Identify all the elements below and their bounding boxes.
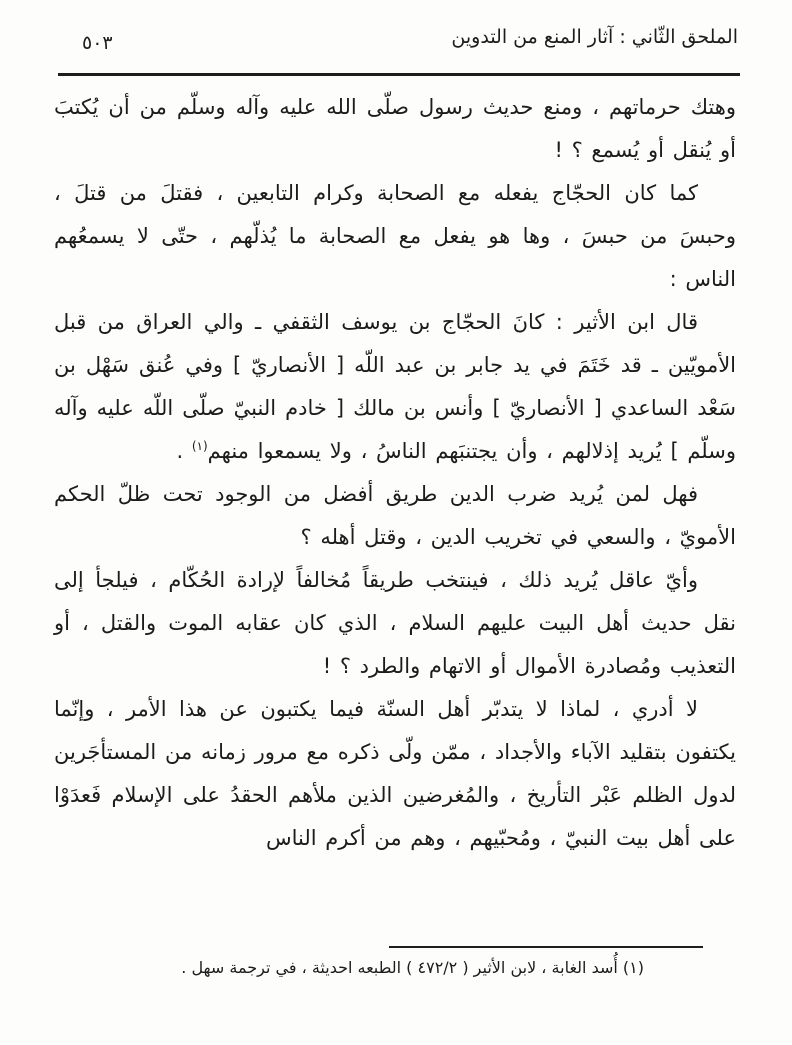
header-rule: [58, 73, 740, 76]
paragraph-1: وهتك حرماتهم ، ومنع حديث رسول صلّى الله عليه وآله وسلّم من أن يُكتبَ أو يُنقل أو يُسمع ؟ !: [54, 95, 736, 162]
paragraph-2: كما كان الحجّاج يفعله مع الصحابة وكرام التابعين ، فقتلَ من قتلَ ، وحبسَ من حبسَ ، وها هو يفعل مع الصحابة ما يُذلّهم ، حتّى لا يسمعُهم الناس :: [54, 181, 736, 291]
paragraph-3-suffix: .: [176, 439, 192, 463]
paragraph-3: [54, 301, 736, 473]
running-title: الملحق الثّاني : آثار المنع من التدوين: [451, 26, 738, 48]
page-number: ٥٠٣: [82, 32, 113, 54]
body-text: [54, 86, 736, 860]
paragraph-5: وأيّ عاقل يُريد ذلك ، فينتخب طريقاً مُخالفاً لإرادة الحُكّام ، فيلجأ إلى نقل حديث أهل البيت عليهم السلام ، الذي كان عقابه الموت والقتل ، أو التعذيب ومُصادرة الأموال أو الاتهام والطرد ؟ !: [54, 568, 736, 678]
paragraph-3-text: قال ابن الأثير : كانَ الحجّاج بن يوسف الثقفي ـ والي العراق من قبل الأمويّين ـ قد خَتَمَ في يد جابر بن عبد اللّه [ الأنصاريّ ] وفي عُنق سَهْل بن سَعْد الساعدي [ الأنصاريّ ] وأنس بن مالك [ خادم النبيّ صلّى اللّه عليه وآله وسلّم ] يُريد إذلالهم ، وأن يجتنبَهم الناسُ ، ولا يسمعوا منهم: [54, 310, 736, 463]
paragraph-6: لا أدري ، لماذا لا يتدبّر أهل السنّة فيما يكتبون عن هذا الأمر ، وإنّما يكتفون بتقليد الآباء والأجداد ، ممّن ولّى ذكره مع مرور زمانه من المستأجَرين لدول الظلم عَبْر التأريخ ، والمُغرضين الذين ملأهم الحقدُ على الإسلام فَعدَوْا على أهل بيت النبيّ ، ومُحبّيهم ، وهم من أكرم الناس: [54, 697, 736, 850]
footnote-ref-marker: (١): [191, 439, 208, 453]
footnote-text: (١) أُسد الغابة ، لابن الأثير ( ٤٧٢/٢ ) الطبعه احديثة ، في ترجمة سهل .: [181, 958, 644, 977]
page-header: [54, 24, 738, 62]
paragraph-4: فهل لمن يُريد ضرب الدين طريق أفضل من الوجود تحت ظلّ الحكم الأمويّ ، والسعي في تخريب الدين ، وقتل أهله ؟: [54, 482, 736, 549]
footnote-rule: [389, 946, 703, 948]
